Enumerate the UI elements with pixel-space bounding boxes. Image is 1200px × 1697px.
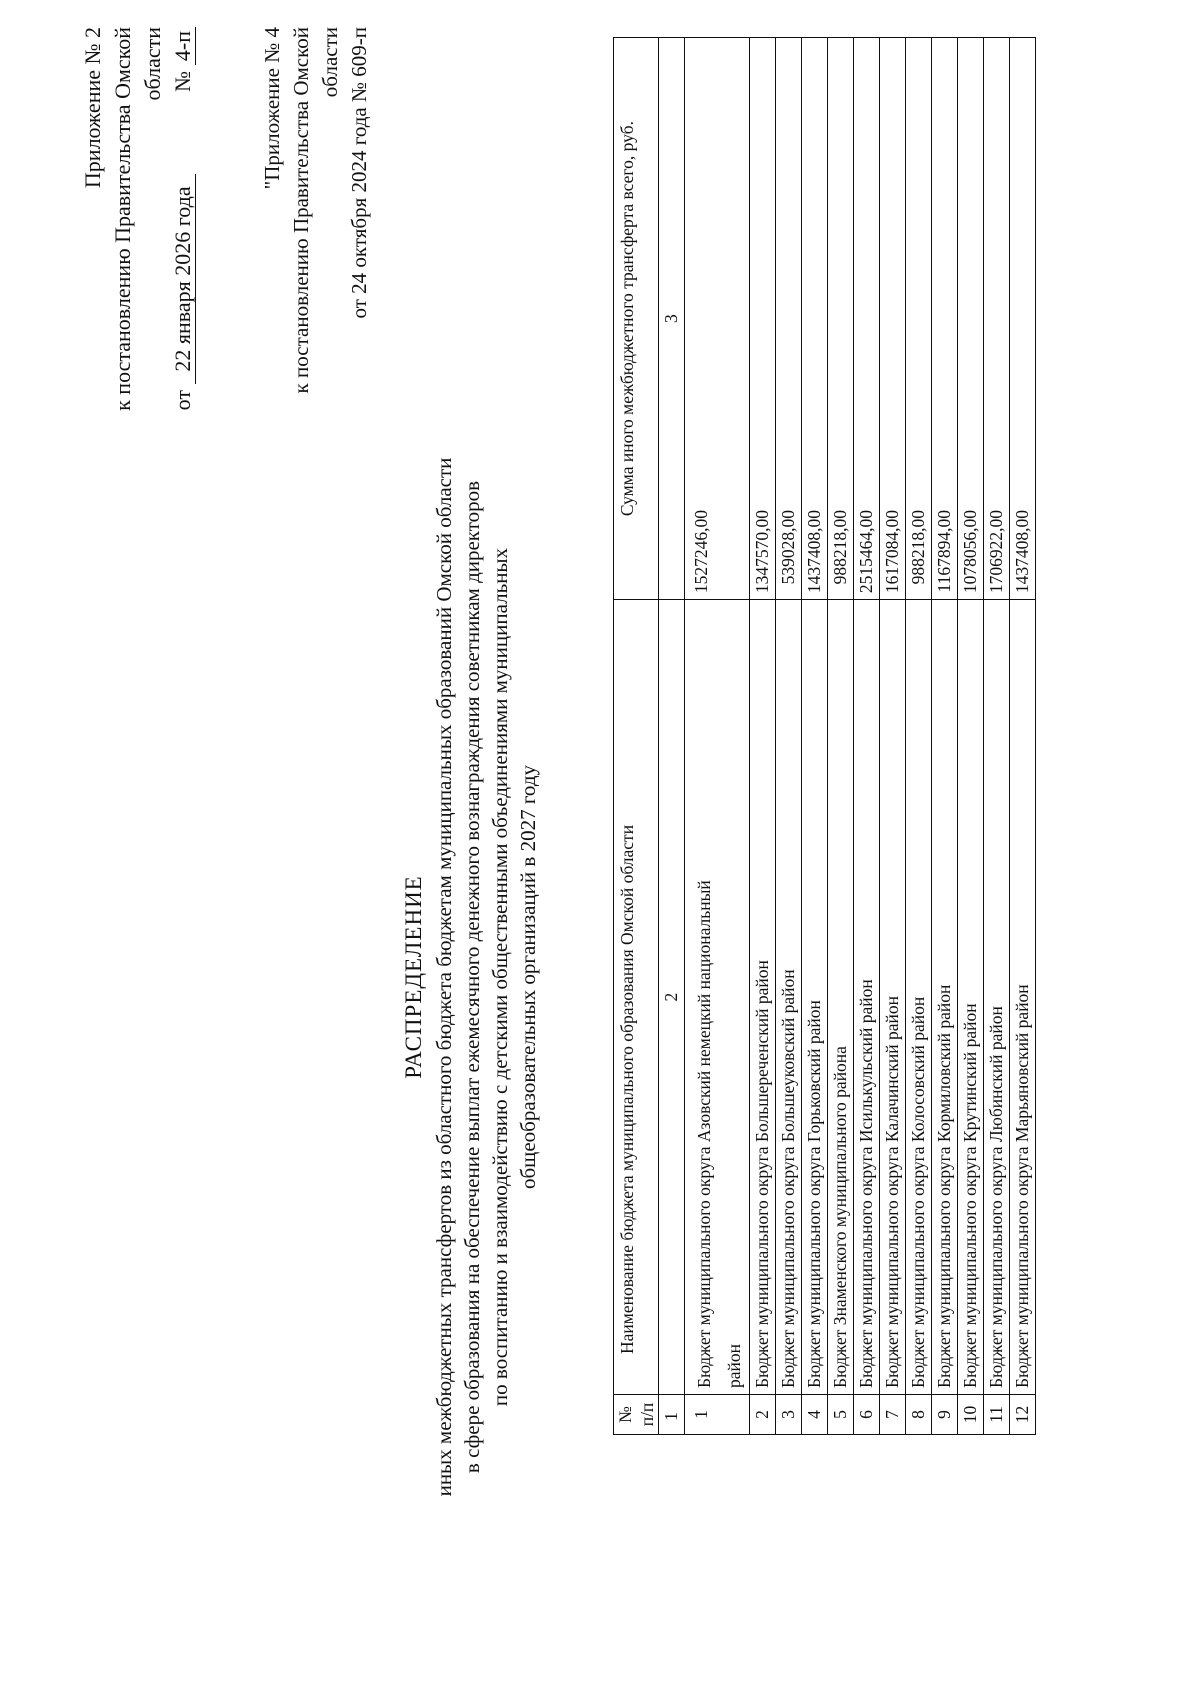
title-line: иных межбюджетных трансфертов из областного бюджета бюджетам муниципальных образований Омской области [432, 457, 456, 1497]
col-number: 1 [659, 1394, 685, 1434]
annex-header-old [258, 27, 374, 447]
budget-name: Бюджет муниципального округа Любинский район [984, 600, 1010, 1395]
transfer-sum: 539028,00 [776, 38, 802, 600]
row-number: 4 [802, 1394, 828, 1434]
annex-number: Приложение № 2 [80, 27, 105, 189]
transfer-sum: 1437408,00 [802, 38, 828, 600]
transfer-sum: 1617084,00 [880, 38, 906, 600]
transfer-sum: 1078056,00 [958, 38, 984, 600]
budget-name: Бюджет муниципального округа Марьяновский район [1010, 600, 1036, 1395]
resolution-date: 22 января 2026 года [171, 174, 196, 384]
row-number: 11 [984, 1394, 1010, 1434]
table-row [880, 38, 906, 1435]
column-number-row [659, 38, 685, 1435]
title-line: общеобразовательных организаций в 2027 году [516, 765, 540, 1189]
transfer-sum: 1527246,00 [685, 38, 750, 600]
title-line: по воспитанию и взаимодействию с детскими общественными объединениями муниципальных [488, 547, 512, 1407]
title-line: в сфере образования на обеспечение выплат ежемесячного денежного вознаграждения советникам директоров [460, 480, 484, 1474]
row-number: 7 [880, 1394, 906, 1434]
header-num: № п/п [614, 1394, 659, 1434]
row-number: 1 [685, 1394, 750, 1434]
budget-name: Бюджет муниципального округа Большереченский район [750, 600, 776, 1395]
annex-date-line [168, 27, 198, 447]
annex-header-new [78, 27, 198, 447]
distribution-table [613, 37, 1036, 1435]
table-row [776, 38, 802, 1435]
budget-name: Бюджет муниципального округа Колосовский район [906, 600, 932, 1395]
table-row [802, 38, 828, 1435]
col-number: 3 [659, 38, 685, 600]
transfer-sum: 988218,00 [906, 38, 932, 600]
table-row [750, 38, 776, 1435]
transfer-sum: 1347570,00 [750, 38, 776, 600]
row-number: 2 [750, 1394, 776, 1434]
date-prefix: от [170, 390, 195, 411]
budget-name: Бюджет муниципального округа Кормиловский район [932, 600, 958, 1395]
table-row [685, 38, 750, 1435]
transfer-sum: 2515464,00 [854, 38, 880, 600]
budget-name: Бюджет муниципального округа Исилькульский район [854, 600, 880, 1395]
budget-name: Бюджет Знаменского муниципального района [828, 600, 854, 1395]
header-sum: Сумма иного межбюджетного трансферта всего, руб. [614, 38, 659, 600]
table-row [828, 38, 854, 1435]
transfer-sum: 1706922,00 [984, 38, 1010, 600]
table-row [906, 38, 932, 1435]
col-number: 2 [659, 600, 685, 1395]
table-row [854, 38, 880, 1435]
transfer-sum: 988218,00 [828, 38, 854, 600]
header-name: Наименование бюджета муниципального образования Омской области [614, 600, 659, 1395]
budget-name: Бюджет муниципального округа Калачинский район [880, 600, 906, 1395]
row-number: 3 [776, 1394, 802, 1434]
old-annex-number: "Приложение № 4 [260, 27, 284, 190]
row-number: 9 [932, 1394, 958, 1434]
transfer-sum: 1167894,00 [932, 38, 958, 600]
row-number: 6 [854, 1394, 880, 1434]
row-number: 12 [1010, 1394, 1036, 1434]
transfer-sum: 1437408,00 [1010, 38, 1036, 600]
number-prefix: № [170, 71, 195, 92]
annex-reference: к постановлению Правительства Омской области [110, 27, 165, 411]
document-title-block [400, 437, 542, 1517]
table-row [984, 38, 1010, 1435]
budget-name: Бюджет муниципального округа Крутинский район [958, 600, 984, 1395]
budget-name: Бюджет муниципального округа Горьковский район [802, 600, 828, 1395]
row-number: 5 [828, 1394, 854, 1434]
old-annex-reference: к постановлению Правительства Омской области [289, 27, 342, 394]
document-title: РАСПРЕДЕЛЕНИЕ [401, 875, 426, 1079]
budget-name: Бюджет муниципального округа Большеуковский район [776, 600, 802, 1395]
budget-name: Бюджет муниципального округа Азовский немецкий национальный район [685, 600, 750, 1395]
table-header-row [614, 38, 659, 1435]
table-row [958, 38, 984, 1435]
row-number: 8 [906, 1394, 932, 1434]
row-number: 10 [958, 1394, 984, 1434]
old-annex-date: от 24 октября 2024 года № 609-п [347, 27, 371, 319]
table-row [932, 38, 958, 1435]
table-row [1010, 38, 1036, 1435]
resolution-number: 4-п [171, 27, 196, 65]
distribution-table-wrap [613, 37, 1036, 1435]
